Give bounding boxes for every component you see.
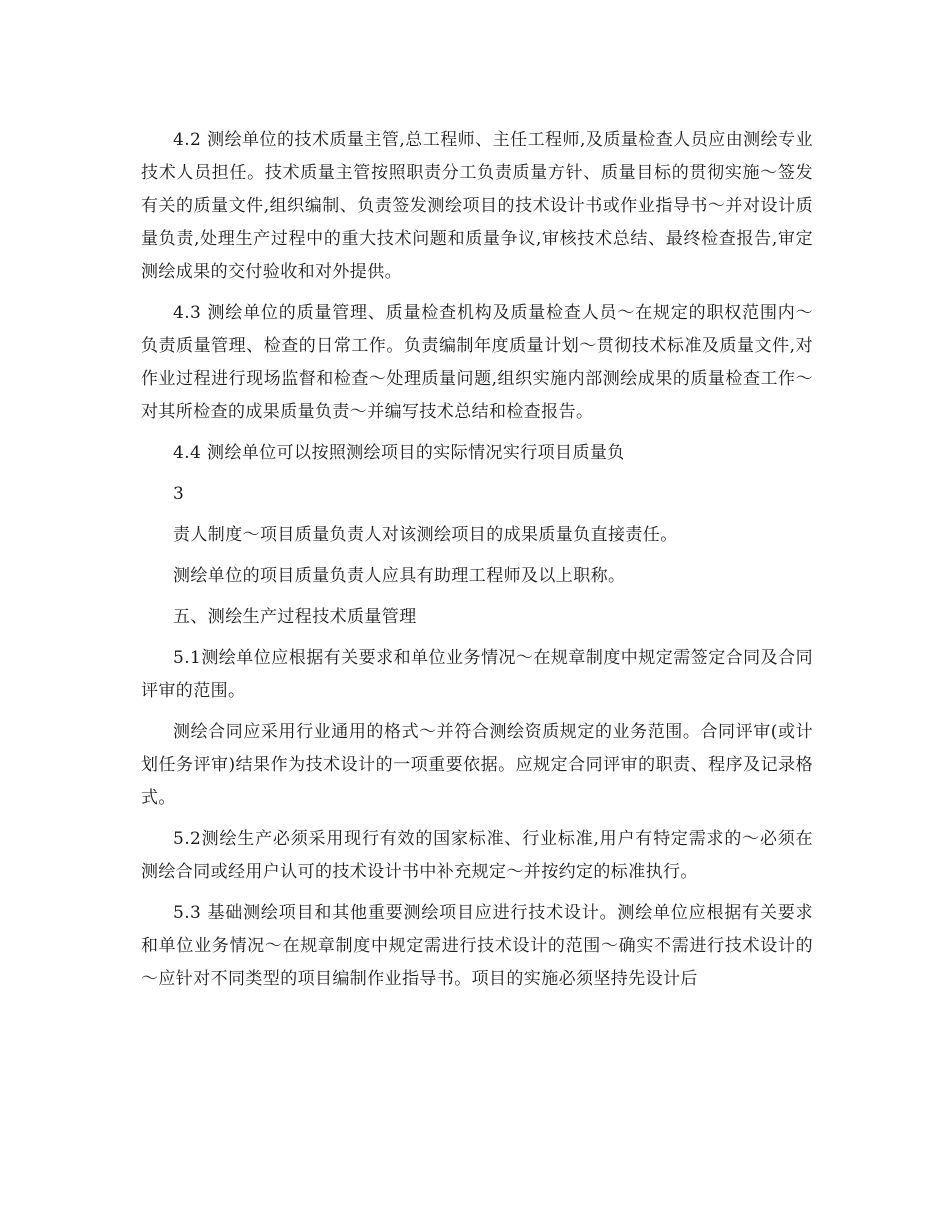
document-body bbox=[141, 124, 813, 996]
paragraph-5-1: 5.1测绘单位应根据有关要求和单位业务情况～在规章制度中规定需签定合同及合同评审的范围。 bbox=[141, 648, 813, 701]
paragraph-5-3: 5.3 基础测绘项目和其他重要测绘项目应进行技术设计。测绘单位应根据有关要求和单位业务情况～在规章制度中规定需进行技术设计的范围～确实不需进行技术设计的～应针对不同类型的项目编制作业指导书。项目的实施必须坚持先设计后 bbox=[141, 903, 813, 989]
section-heading-5: 五、测绘生产过程技术质量管理 bbox=[173, 607, 417, 627]
page-number: 3 bbox=[173, 484, 184, 504]
paragraph-5-2: 5.2测绘生产必须采用现行有效的国家标准、行业标准,用户有特定需求的～必须在测绘合同或经用户认可的技术设计书中补充规定～并按约定的标准执行。 bbox=[141, 829, 813, 882]
paragraph-4-3: 4.3 测绘单位的质量管理、质量检查机构及质量检查人员～在规定的职权范围内～负责质量管理、检查的日常工作。负责编制年度质量计划～贯彻技术标准及质量文件,对作业过程进行现场监督和检查～处理质量问题,组织实施内部测绘成果的质量检查工作～对其所检查的成果质量负责～并编写技术总结和检查报告。 bbox=[141, 303, 813, 422]
paragraph-project-qualification: 测绘单位的项目质量负责人应具有助理工程师及以上职称。 bbox=[173, 566, 626, 586]
paragraph-contract: 测绘合同应采用行业通用的格式～并符合测绘资质规定的业务范围。合同评审(或计划任务评审)结果作为技术设计的一项重要依据。应规定合同评审的职责、程序及记录格式。 bbox=[141, 722, 813, 808]
paragraph-4-4: 4.4 测绘单位可以按照测绘项目的实际情况实行项目质量负 bbox=[173, 443, 625, 463]
paragraph-4-4-continued: 责人制度～项目质量负责人对该测绘项目的成果质量负直接责任。 bbox=[173, 525, 678, 545]
paragraph-4-2: 4.2 测绘单位的技术质量主管,总工程师、主任工程师,及质量检查人员应由测绘专业技术人员担任。技术质量主管按照职责分工负责质量方针、质量目标的贯彻实施～签发有关的质量文件,组织编制、负责签发测绘项目的技术设计书或作业指导书～并对设计质量负责,处理生产过程中的重大技术问题和质量争议,审核技术总结、最终检查报告,审定测绘成果的交付验收和对外提供。 bbox=[141, 130, 813, 282]
